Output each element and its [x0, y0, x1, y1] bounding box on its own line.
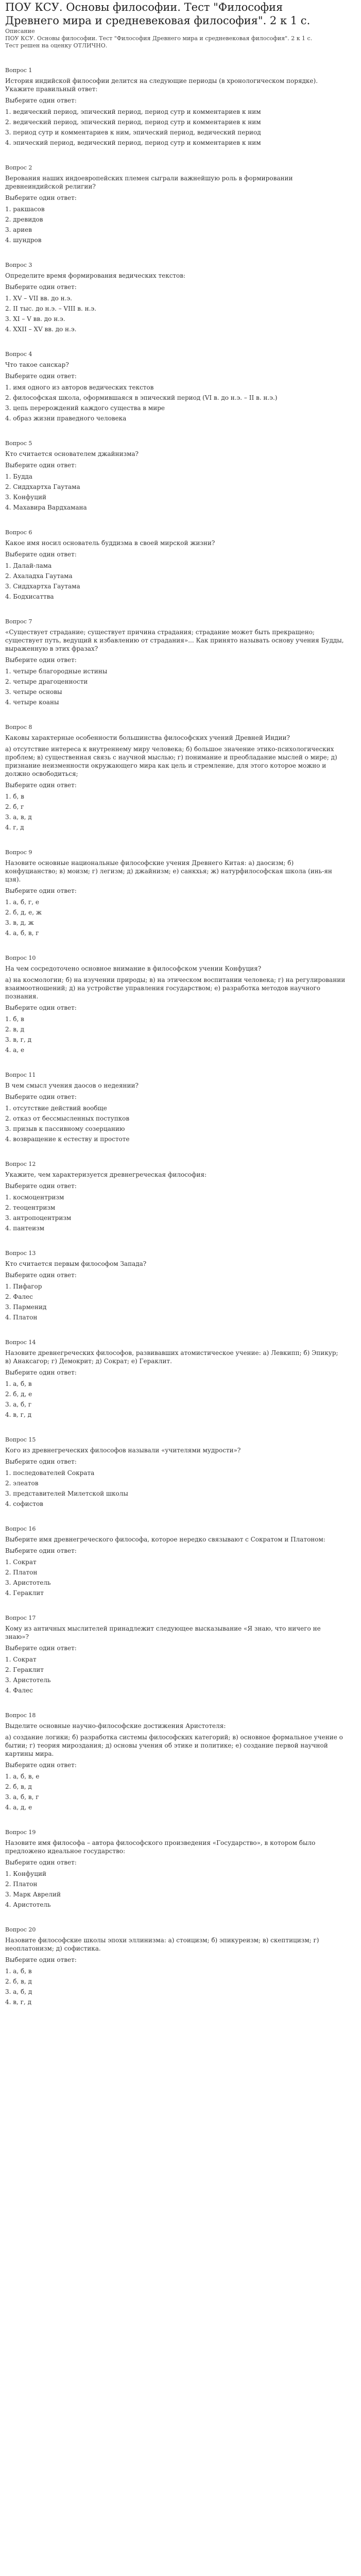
- answer-prompt: Выберите один ответ:: [5, 1547, 77, 1554]
- answer-option: 4. Махавира Вардхамана: [5, 504, 87, 511]
- answer-option: 3. в, г, д: [5, 1036, 31, 1043]
- answer-prompt: Выберите один ответ:: [5, 1182, 77, 1190]
- answer-options: [5, 1102, 346, 1143]
- question-number: Вопрос 13: [5, 1250, 36, 1257]
- question-number: Вопрос 11: [5, 1072, 36, 1078]
- question-text: Кто считается первым философом Запада?: [5, 1260, 147, 1267]
- answer-options: [5, 790, 346, 832]
- question-number: Вопрос 17: [5, 1615, 36, 1621]
- answer-prompt: Выберите один ответ:: [5, 1645, 77, 1652]
- answer-option: 4. а, б, в, г: [5, 929, 39, 937]
- answer-options: [5, 381, 346, 422]
- answer-option: 1. а, б, г, е: [5, 899, 39, 906]
- answer-prompt: Выберите один ответ:: [5, 97, 77, 104]
- question-block: [5, 724, 346, 832]
- answer-option: 3. в, д, ж: [5, 919, 34, 926]
- answer-option: 2. теоцентризм: [5, 1204, 56, 1211]
- answer-option: 3. а, б, г: [5, 1401, 32, 1408]
- answer-option: 1. имя одного из авторов ведических текстов: [5, 384, 154, 391]
- question-text: Назовите имя философа – автора философского произведения «Государство», в котором было предложено идеальное государство:: [5, 1839, 316, 1855]
- question-number: Вопрос 1: [5, 67, 32, 74]
- answer-option: 4. четыре коаны: [5, 699, 59, 706]
- answer-prompt: Выберите один ответ:: [5, 1859, 77, 1866]
- answer-options: [5, 203, 346, 244]
- answer-option: 2. философская школа, оформившаяся в эпический период (VI в. до н.э. – II в. н.э.): [5, 394, 278, 401]
- answer-option: 1. четыре благородные истины: [5, 668, 108, 675]
- answer-option: 4. софистов: [5, 1500, 43, 1507]
- answer-option: 3. призыв к пассивному созерцанию: [5, 1125, 125, 1132]
- question-block: [5, 1712, 346, 1811]
- answer-option: 2. б, в, д: [5, 1783, 32, 1790]
- note-text: Тест решен на оценку ОТЛИЧНО.: [5, 42, 108, 49]
- answer-option: 1. космоцентризм: [5, 1194, 64, 1201]
- question-block: [5, 262, 346, 333]
- answer-option: 4. а, д, е: [5, 1804, 32, 1811]
- answer-option: 4. возвращение к естеству и простоте: [5, 1136, 130, 1143]
- question-number: Вопрос 19: [5, 1829, 36, 1836]
- question-text: Выберите имя древнегреческого философа, которое нередко связывают с Сократом и Платоном:: [5, 1536, 325, 1543]
- answer-prompt: Выберите один ответ:: [5, 1761, 77, 1769]
- question-number: Вопрос 7: [5, 618, 32, 625]
- question-number: Вопрос 5: [5, 440, 32, 447]
- question-number: Вопрос 16: [5, 1526, 36, 1532]
- answer-option: 3. Конфуций: [5, 494, 46, 501]
- answer-prompt: Выберите один ответ:: [5, 1956, 77, 1963]
- answer-option: 4. пантеизм: [5, 1225, 45, 1232]
- answer-option: 2. Гераклит: [5, 1666, 44, 1673]
- answer-option: 2. б, в, д: [5, 1978, 32, 1985]
- question-block: [5, 1526, 346, 1597]
- question-text: Кто считается основателем джайнизма?: [5, 450, 139, 457]
- answer-option: 4. Аристотель: [5, 1901, 51, 1908]
- answer-option: 1. Далай-лама: [5, 562, 52, 569]
- answer-options: [5, 1191, 346, 1232]
- answer-option: 4. в, г, д: [5, 1998, 31, 2006]
- question-block: [5, 955, 346, 1054]
- question-block: [5, 1615, 346, 1694]
- question-number: Вопрос 8: [5, 724, 32, 731]
- answer-option: 2. Платон: [5, 1569, 38, 1576]
- answer-option: 3. ариев: [5, 226, 32, 233]
- answer-prompt: Выберите один ответ:: [5, 782, 77, 789]
- answer-option: 3. Марк Аврелий: [5, 1891, 61, 1898]
- answer-prompt: Выберите один ответ:: [5, 1004, 77, 1011]
- answer-options: [5, 560, 346, 601]
- answer-options: [5, 1378, 346, 1419]
- question-text: Назовите древнегреческих философов, развивавших атомистическое учение: а) Левкипп; б) Эпикур; в) Анаксагор; г) Демокрит; д) Сократ; е) Гераклит.: [5, 1349, 338, 1365]
- answer-option: 4. эпический период, ведический период, период сутр и комментариев к ним: [5, 139, 261, 146]
- answer-option: 1. а, б, в: [5, 1968, 32, 1975]
- answer-option: 2. отказ от бессмысленных поступков: [5, 1115, 130, 1122]
- answer-option: 3. а, б, д: [5, 1988, 32, 1995]
- answer-prompt: Выберите один ответ:: [5, 551, 77, 558]
- answer-option: 2. Платон: [5, 1880, 38, 1888]
- answer-option: 1. Будда: [5, 473, 33, 480]
- answer-option: 1. последователей Сократа: [5, 1469, 95, 1477]
- question-number: Вопрос 10: [5, 955, 36, 961]
- question-block: [5, 164, 346, 244]
- answer-option: 3. XI – V вв. до н.э.: [5, 315, 65, 323]
- answer-prompt: Выберите один ответ:: [5, 283, 77, 291]
- answer-option: 3. а, в, д: [5, 814, 32, 821]
- answer-option: 2. древидов: [5, 216, 43, 223]
- question-number: Вопрос 2: [5, 164, 32, 171]
- answer-options: [5, 1965, 346, 2006]
- question-subtext: а) на космологии; б) на изучении природы; в) на этическом воспитании человека; г) на регулировании взаимоотношений; д) на устройстве управления государством; е) разработка методов научного познания.: [5, 976, 346, 1000]
- question-text: Каковы характерные особенности большинства философских учений Древней Индии?: [5, 734, 290, 741]
- answer-option: 1. отсутствие действий вообще: [5, 1105, 107, 1112]
- answer-option: 4. Фалес: [5, 1687, 33, 1694]
- answer-option: 1. ведический период, эпический период, период сутр и комментариев к ним: [5, 108, 261, 115]
- answer-option: 4. XXII – XV вв. до н.э.: [5, 326, 77, 333]
- answer-option: 1. XV – VII вв. до н.э.: [5, 295, 72, 302]
- answer-options: [5, 1770, 346, 1811]
- question-block: [5, 1161, 346, 1232]
- question-list: [5, 67, 346, 2006]
- answer-option: 1. б, в: [5, 1015, 24, 1023]
- answer-option: 2. ведический период, эпический период, период сутр и комментариев к ним: [5, 118, 261, 126]
- question-block: [5, 618, 346, 706]
- answer-option: 2. б, г: [5, 803, 24, 810]
- question-block: [5, 440, 346, 512]
- answer-option: 4. Гераклит: [5, 1589, 44, 1597]
- question-block: [5, 1436, 346, 1508]
- description-text: ПОУ КСУ. Основы философии. Тест "Философия Древнего мира и средневековая философия". 2 к 1 с.: [5, 35, 313, 42]
- answer-prompt: Выберите один ответ:: [5, 462, 77, 469]
- question-number: Вопрос 14: [5, 1339, 36, 1346]
- answer-option: 2. Фалес: [5, 1293, 33, 1300]
- question-text: «Существует страдание; существует причина страдания; страдание может быть прекращено; существует путь, ведущий к избавлению от страдания»... Как принято называть основу учения Будды, выраженную в этих фразах?: [5, 629, 344, 652]
- page-title-line-2: Древнего мира и средневековая философия". 2 к 1 с.: [5, 14, 311, 27]
- question-number: Вопрос 15: [5, 1436, 36, 1443]
- question-number: Вопрос 4: [5, 351, 32, 358]
- answer-options: [5, 896, 346, 937]
- question-block: [5, 529, 346, 601]
- answer-options: [5, 1013, 346, 1054]
- answer-option: 2. элеатов: [5, 1480, 39, 1487]
- answer-option: 4. Платон: [5, 1314, 38, 1321]
- question-subtext: а) отсутствие интереса к внутреннему миру человека; б) большое значение этико-психологических проблем; в) существенная связь с научной мыслью; г) понимание и преобладание мыслей о мире; д) признание неизменности окружающего мира как цель и стремление, для этого которое можно и должно освободиться;: [5, 745, 337, 777]
- answer-option: 3. период сутр и комментариев к ним, эпический период, ведический период: [5, 129, 261, 136]
- question-text: Кому из античных мыслителей принадлежит следующее высказывание «Я знаю, что ничего не знаю»?: [5, 1625, 321, 1640]
- answer-option: 2. б, д, е, ж: [5, 909, 42, 916]
- question-number: Вопрос 3: [5, 262, 32, 268]
- answer-option: 1. б, в: [5, 793, 24, 800]
- question-block: [5, 351, 346, 422]
- question-text: На чем сосредоточено основное внимание в философском учении Конфуция?: [5, 965, 262, 972]
- answer-option: 3. Сиддхартха Гаутама: [5, 583, 80, 590]
- answer-option: 2. в, д: [5, 1026, 25, 1033]
- answer-option: 4. г, д: [5, 824, 24, 831]
- answer-prompt: Выберите один ответ:: [5, 194, 77, 201]
- question-text: Укажите, чем характеризуется древнегреческая философия:: [5, 1171, 207, 1178]
- question-block: [5, 1926, 346, 2006]
- answer-options: [5, 1653, 346, 1694]
- page-title-line-1: ПОУ КСУ. Основы философии. Тест "Философия: [5, 1, 283, 13]
- question-number: Вопрос 12: [5, 1161, 36, 1167]
- answer-options: [5, 106, 346, 147]
- description-label: Описание: [5, 28, 35, 35]
- question-text: История индийской философии делится на следующие периоды (в хронологическом порядке). Укажите правильный ответ:: [5, 77, 318, 93]
- answer-prompt: Выберите один ответ:: [5, 372, 77, 380]
- answer-option: 2. б, д, е: [5, 1391, 32, 1398]
- answer-options: [5, 292, 346, 333]
- question-text: В чем смысл учения даосов о недеянии?: [5, 1082, 139, 1089]
- answer-option: 3. Аристотель: [5, 1676, 51, 1684]
- answer-prompt: Выберите один ответ:: [5, 1093, 77, 1100]
- answer-options: [5, 1556, 346, 1597]
- question-block: [5, 849, 346, 937]
- answer-options: [5, 470, 346, 512]
- question-block: [5, 1072, 346, 1143]
- answer-option: 3. четыре основы: [5, 688, 62, 696]
- answer-prompt: Выберите один ответ:: [5, 887, 77, 894]
- question-text: Верования наших индоевропейских племен сыграли важнейшую роль в формировании древнеиндийской религии?: [5, 175, 293, 190]
- question-block: [5, 1829, 346, 1909]
- answer-option: 1. а, б, в, е: [5, 1773, 40, 1780]
- question-text: Определите время формирования ведических текстов:: [5, 272, 186, 279]
- answer-option: 1. Сократ: [5, 1656, 37, 1663]
- answer-options: [5, 1467, 346, 1508]
- answer-options: [5, 1280, 346, 1321]
- question-text: Что такое санскар?: [5, 361, 69, 368]
- answer-option: 4. в, г, д: [5, 1411, 31, 1418]
- answer-option: 4. образ жизни праведного человека: [5, 415, 127, 422]
- answer-option: 2. Ахаладха Гаутама: [5, 572, 73, 580]
- answer-option: 1. ракшасов: [5, 206, 45, 213]
- answer-prompt: Выберите один ответ:: [5, 656, 77, 664]
- answer-option: 3. антропоцентризм: [5, 1214, 72, 1222]
- answer-option: 1. Сократ: [5, 1558, 37, 1566]
- answer-prompt: Выберите один ответ:: [5, 1272, 77, 1279]
- answer-option: 3. Парменид: [5, 1303, 47, 1311]
- question-text: Какое имя носил основатель буддизма в своей мирской жизни?: [5, 539, 215, 547]
- question-block: [5, 1339, 346, 1419]
- answer-options: [5, 665, 346, 706]
- answer-option: 1. а, б, в: [5, 1380, 32, 1387]
- answer-option: 3. представителей Милетской школы: [5, 1490, 128, 1497]
- answer-prompt: Выберите один ответ:: [5, 1369, 77, 1376]
- question-text: Выделите основные научно-философские достижения Аристотеля:: [5, 1722, 226, 1730]
- question-block: [5, 67, 346, 147]
- answer-option: 3. а, б, в, г: [5, 1793, 39, 1801]
- answer-option: 1. Пифагор: [5, 1283, 42, 1290]
- answer-option: 3. Аристотель: [5, 1579, 51, 1586]
- answer-option: 4. Бодхисаттва: [5, 593, 54, 600]
- question-number: Вопрос 18: [5, 1712, 36, 1719]
- question-subtext: а) создание логики; б) разработка системы философских категорий; в) основное формальное учение о бытии; г) теория мироздания; д) основы учения об этике и политике; е) создание первой научной картины мира.: [5, 1734, 343, 1757]
- question-number: Вопрос 20: [5, 1926, 36, 1933]
- question-text: Кого из древнегреческих философов называли «учителями мудрости»?: [5, 1447, 241, 1454]
- document-header: [5, 0, 346, 49]
- question-block: [5, 1250, 346, 1321]
- answer-options: [5, 1868, 346, 1909]
- answer-option: 4. шундров: [5, 236, 42, 244]
- answer-option: 4. а, е: [5, 1046, 25, 1054]
- question-number: Вопрос 6: [5, 529, 32, 536]
- question-text: Назовите основные национальные философские учения Древнего Китая: а) даосизм; б) конфуцианство; в) моизм; г) легизм; д) джайнизм; е) санкхья; ж) натурфилософская школа (инь-ян цзя).: [5, 859, 332, 883]
- answer-option: 3. цепь перерождений каждого существа в мире: [5, 404, 165, 412]
- question-text: Назовите философские школы эпохи эллинизма: а) стоицизм; б) эпикуреизм; в) скептицизм; г) неоплатонизм; д) софистика.: [5, 1937, 319, 1952]
- answer-option: 2. II тыс. до н.э. – VIII в. н.э.: [5, 305, 96, 312]
- question-number: Вопрос 9: [5, 849, 32, 856]
- answer-option: 2. четыре драгоценности: [5, 678, 88, 685]
- answer-option: 1. Конфуций: [5, 1870, 46, 1877]
- answer-option: 2. Сиддхартха Гаутама: [5, 483, 80, 490]
- answer-prompt: Выберите один ответ:: [5, 1458, 77, 1465]
